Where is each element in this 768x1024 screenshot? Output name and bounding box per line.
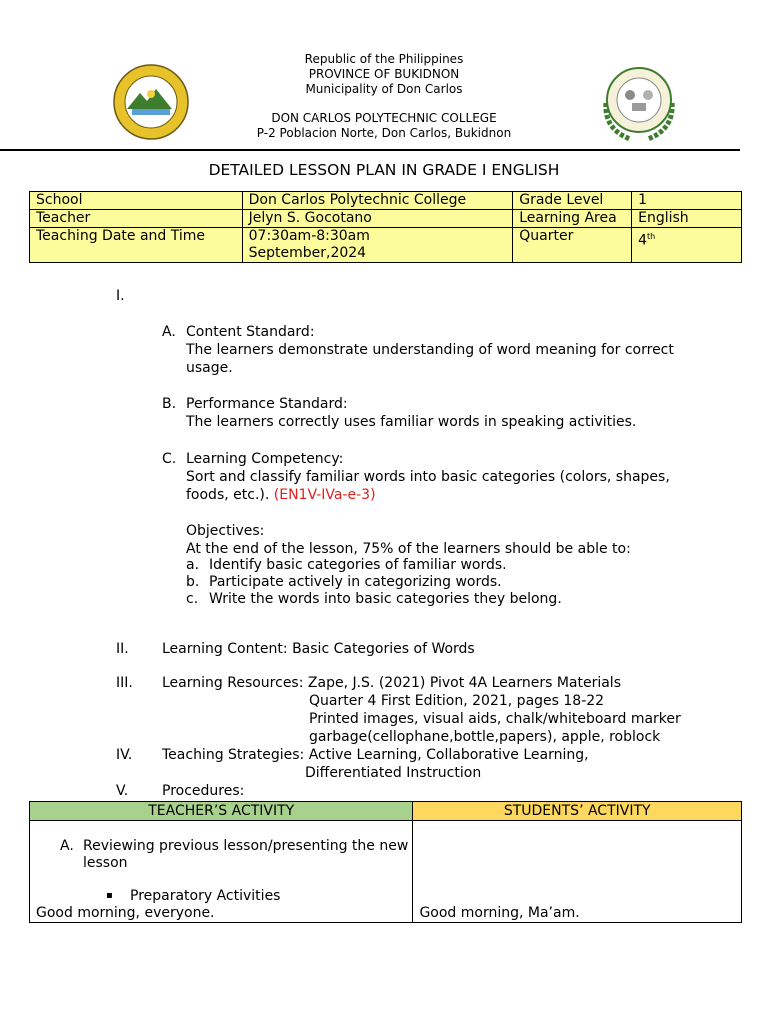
header-college: DON CARLOS POLYTECHNIC COLLEGE <box>271 111 497 125</box>
section-4-numeral: IV. <box>116 747 133 763</box>
preparatory-activities: Preparatory Activities <box>130 888 281 904</box>
table-row <box>30 192 742 210</box>
review-label: A. <box>60 838 74 854</box>
student-activity-cell <box>413 821 742 923</box>
section-1-numeral: I. <box>116 288 125 304</box>
competency-code: (EN1V-IVa-e-3) <box>273 487 376 503</box>
info-cell: Teaching Date and Time <box>30 228 243 263</box>
document-title: DETAILED LESSON PLAN IN GRADE I ENGLISH <box>208 161 560 179</box>
student-activity-header: STUDENTS’ ACTIVITY <box>413 802 742 821</box>
objective-a: Identify basic categories of familiar words. <box>209 557 507 573</box>
header-province: PROVINCE OF BUKIDNON <box>308 67 460 81</box>
info-cell: School <box>30 192 243 210</box>
content-standard-title: Content Standard: <box>186 324 315 340</box>
info-cell: Grade Level <box>513 192 632 210</box>
header-block <box>0 52 768 97</box>
learning-resources-2: Quarter 4 First Edition, 2021, pages 18-22 <box>309 693 605 709</box>
date-value: September,2024 <box>248 245 367 261</box>
content-standard-text-2: usage. <box>186 360 233 376</box>
section-3-numeral: III. <box>116 675 133 691</box>
header-republic: Republic of the Philippines <box>304 52 464 66</box>
info-cell: English <box>632 210 742 228</box>
activity-table <box>29 801 742 923</box>
header-address: P-2 Poblacion Norte, Don Carlos, Bukidnon <box>256 126 512 140</box>
objective-c-label: c. <box>186 591 199 607</box>
time-value: 07:30am-8:30am <box>248 228 370 244</box>
learning-competency-text-2 <box>186 486 376 504</box>
objective-b-label: b. <box>186 574 200 590</box>
learning-competency-text: Sort and classify familiar words into basic categories (colors, shapes, <box>186 469 670 485</box>
quarter-value: 4 <box>638 232 648 249</box>
info-cell: 1 <box>632 192 742 210</box>
objectives-title: Objectives: <box>186 523 265 539</box>
info-cell <box>632 228 742 263</box>
performance-standard-label: B. <box>162 396 177 412</box>
bullet-icon: ▪ <box>106 890 113 901</box>
teaching-strategies-2: Differentiated Instruction <box>305 765 482 781</box>
info-cell: Quarter <box>513 228 632 263</box>
content-standard-label: A. <box>162 324 176 340</box>
content-standard-text: The learners demonstrate understanding of word meaning for correct <box>186 342 674 358</box>
info-cell <box>242 228 513 263</box>
info-table <box>29 191 742 263</box>
objective-a-label: a. <box>186 557 200 573</box>
quarter-suffix: th <box>647 232 656 241</box>
objective-c: Write the words into basic categories they belong. <box>209 591 562 607</box>
procedures-title: Procedures: <box>162 783 245 799</box>
competency-text-end: foods, etc.). <box>186 487 270 503</box>
table-row <box>30 821 742 923</box>
performance-standard-text: The learners correctly uses familiar words in speaking activities. <box>186 414 637 430</box>
header-divider <box>0 149 740 151</box>
teacher-greeting: Good morning, everyone. <box>36 905 215 921</box>
performance-standard-title: Performance Standard: <box>186 396 348 412</box>
header-college-block <box>0 111 768 141</box>
info-cell: Teacher <box>30 210 243 228</box>
header-municipality: Municipality of Don Carlos <box>305 82 463 96</box>
learning-competency-title: Learning Competency: <box>186 451 344 467</box>
section-5-numeral: V. <box>116 783 129 799</box>
learning-competency-label: C. <box>162 451 177 467</box>
teacher-activity-header: TEACHER’S ACTIVITY <box>30 802 413 821</box>
teacher-activity-cell <box>30 821 413 923</box>
objectives-intro: At the end of the lesson, 75% of the learners should be able to: <box>186 541 631 557</box>
table-row <box>30 802 742 821</box>
section-2-numeral: II. <box>116 641 129 657</box>
learning-resources-1: Learning Resources: Zape, J.S. (2021) Pivot 4A Learners Materials <box>162 675 621 691</box>
info-cell: Don Carlos Polytechnic College <box>242 192 513 210</box>
review-text: Reviewing previous lesson/presenting the new <box>83 838 409 854</box>
teaching-strategies-1: Teaching Strategies: Active Learning, Collaborative Learning, <box>162 747 589 763</box>
info-cell: Jelyn S. Gocotano <box>242 210 513 228</box>
learning-resources-4: garbage(cellophane,bottle,papers), apple, roblock <box>309 729 661 745</box>
table-row <box>30 228 742 263</box>
info-cell: Learning Area <box>513 210 632 228</box>
learning-content: Learning Content: Basic Categories of Words <box>162 641 475 657</box>
objective-b: Participate actively in categorizing words. <box>209 574 502 590</box>
student-greeting: Good morning, Ma’am. <box>419 905 580 921</box>
table-row <box>30 210 742 228</box>
learning-resources-3: Printed images, visual aids, chalk/whiteboard marker <box>309 711 681 727</box>
review-text-2: lesson <box>83 855 128 871</box>
